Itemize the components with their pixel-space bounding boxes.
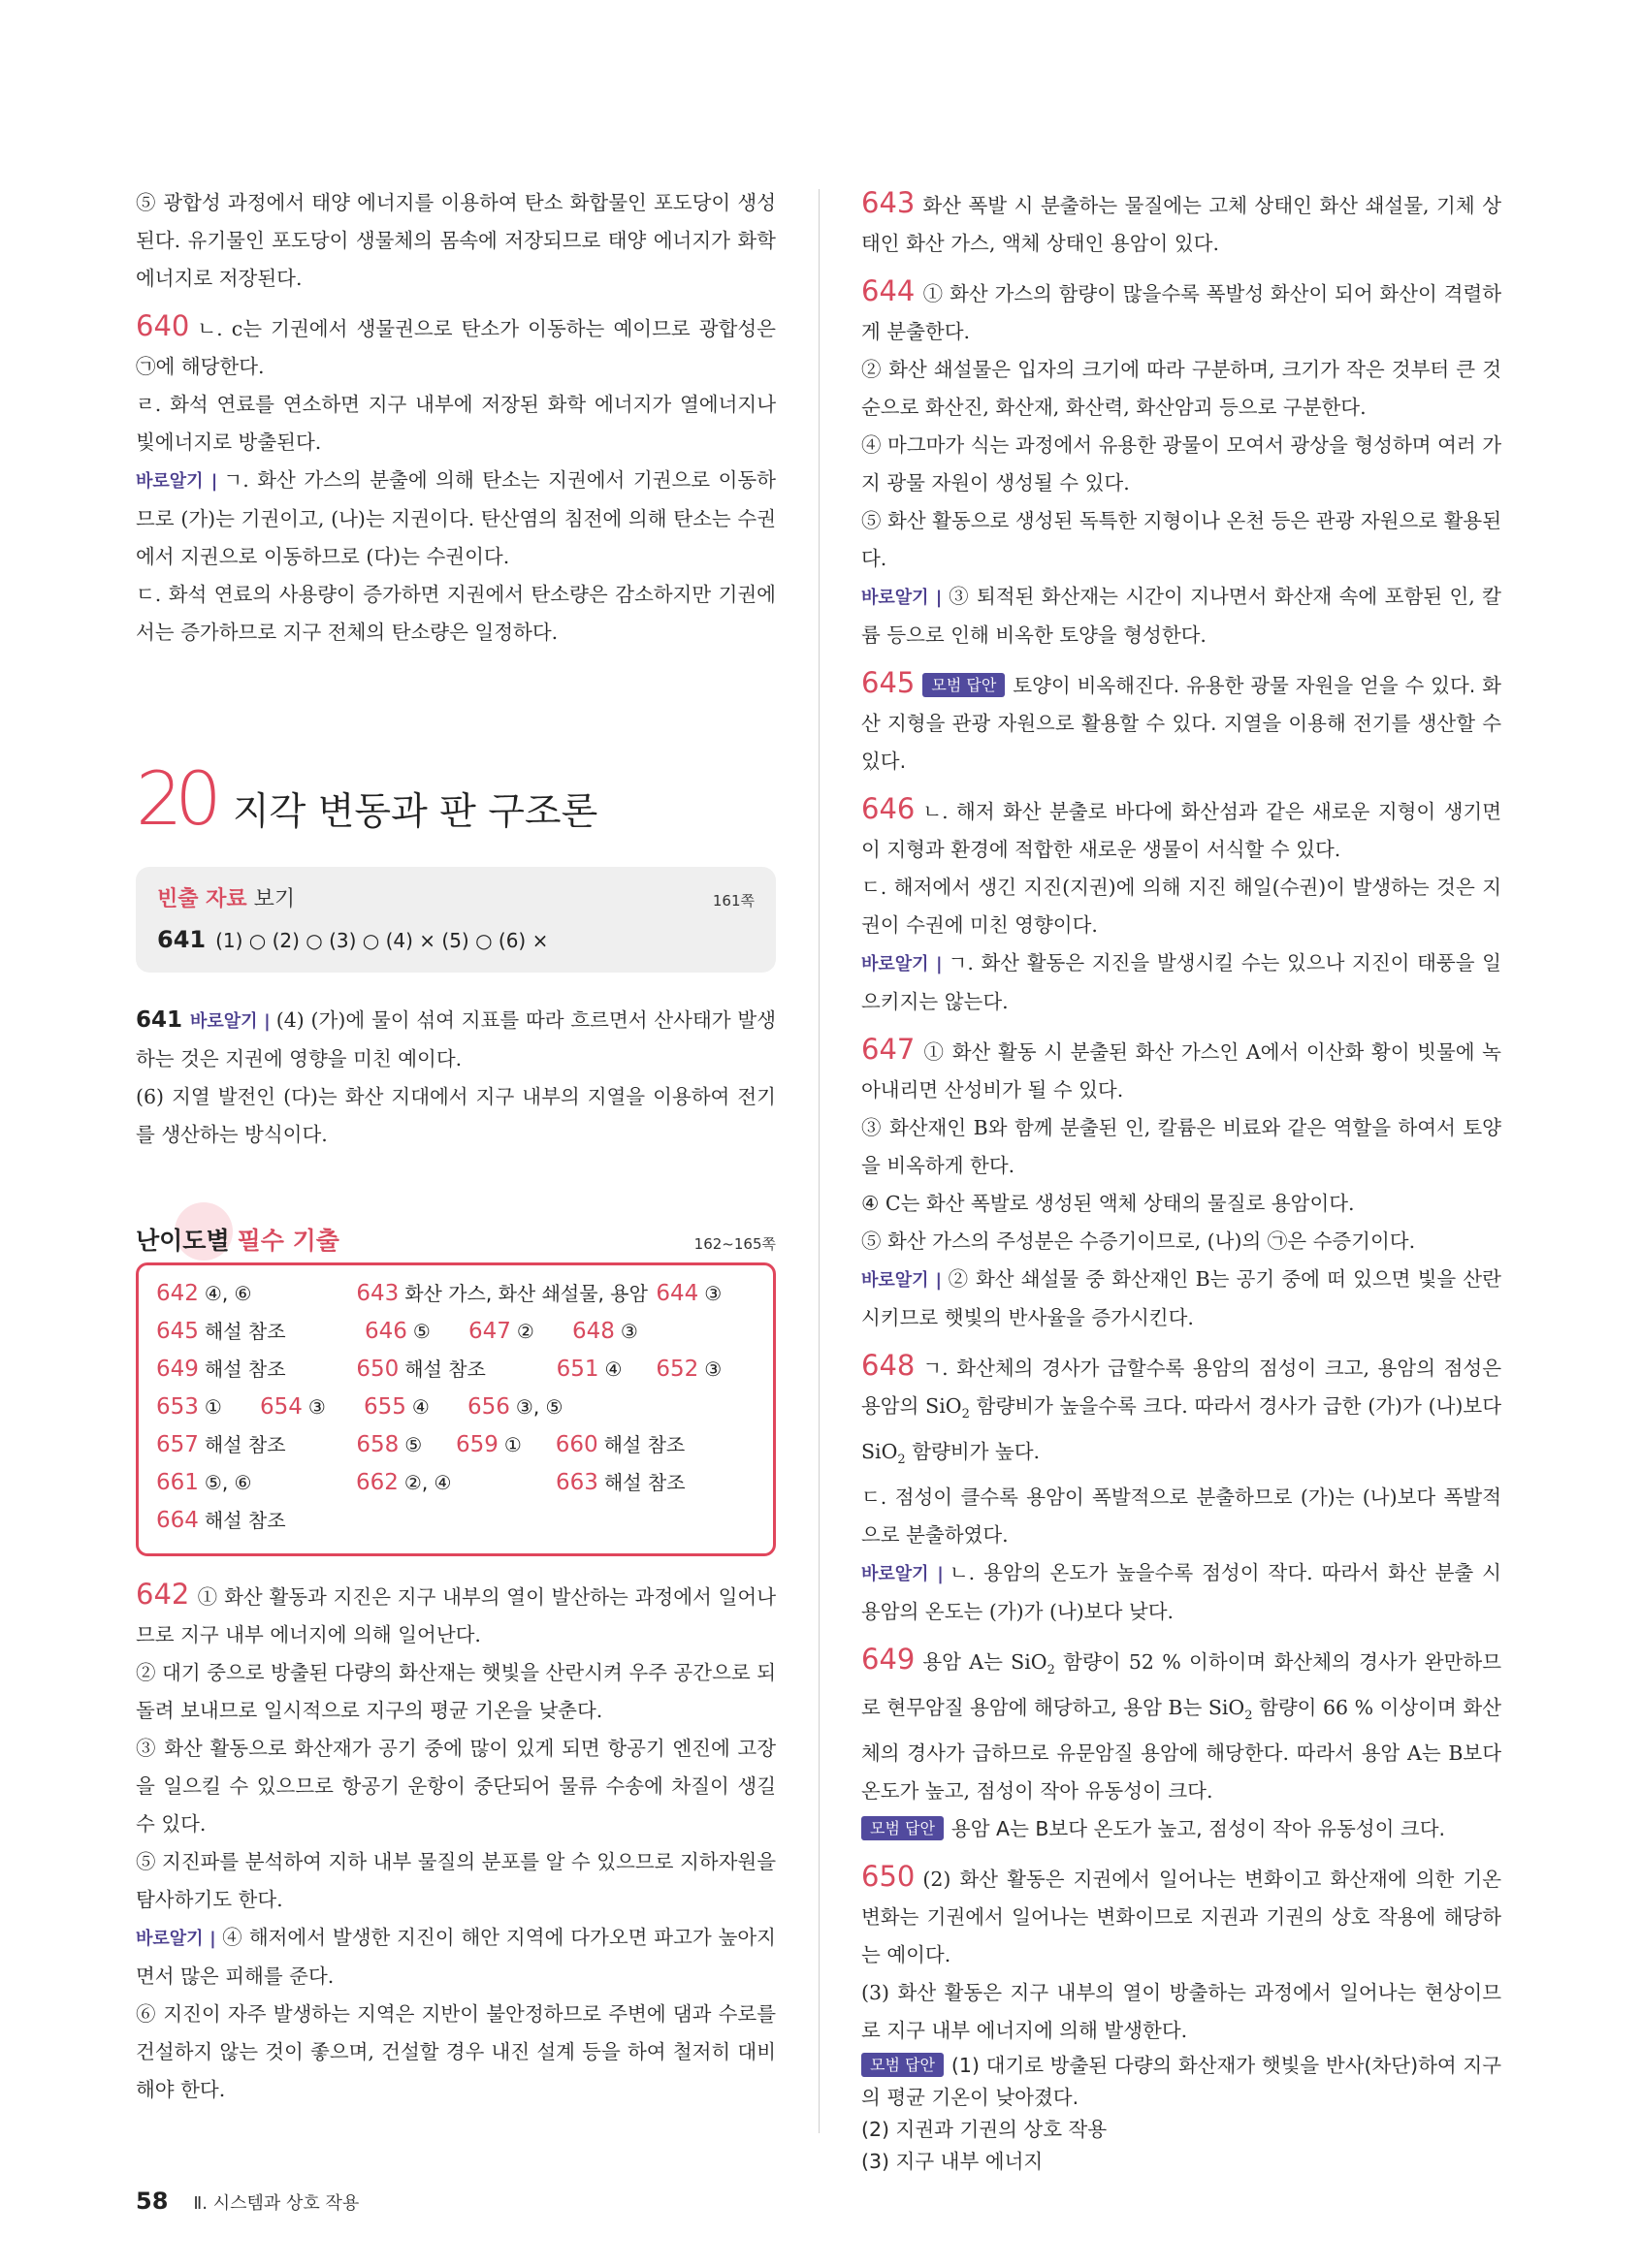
answer-key-row xyxy=(156,1426,756,1464)
answer-key-item xyxy=(156,1351,356,1389)
answer-key-number: 653 xyxy=(156,1394,199,1420)
answer-key-value: ⑤ xyxy=(412,1320,431,1343)
answer-key-number: 655 xyxy=(364,1394,406,1420)
answer-key-number: 651 xyxy=(556,1357,599,1382)
question-number: 647 xyxy=(861,1033,916,1066)
question-number: 646 xyxy=(861,792,916,825)
answer-key-item xyxy=(656,1351,756,1389)
frequent-data-title: 빈출 자료 보기 xyxy=(157,887,296,911)
model-answer-badge: 모범 답안 xyxy=(861,2053,944,2077)
answer-key-item xyxy=(468,1313,572,1351)
answer-key-value: 해설 참조 xyxy=(204,1433,286,1456)
page-reference: 162~165쪽 xyxy=(693,1235,776,1253)
chapter-number: 20 xyxy=(136,755,214,842)
answer-key-item xyxy=(356,1351,556,1389)
answer-key-value: 해설 참조 xyxy=(204,1320,286,1343)
answer-key-row xyxy=(156,1313,756,1351)
column-divider xyxy=(819,189,820,2133)
answer-key-value: ⑤, ⑥ xyxy=(204,1471,252,1494)
question-number: 644 xyxy=(861,274,916,307)
answer-key-number: 645 xyxy=(156,1319,199,1344)
answer-key-value: ① xyxy=(204,1395,222,1419)
answer-key-value: ③ xyxy=(307,1395,326,1419)
question-number: 641 xyxy=(136,1007,183,1033)
answer-key-item xyxy=(572,1313,676,1351)
answer-key-value: 해설 참조 xyxy=(603,1433,686,1456)
answer-key-row xyxy=(156,1464,756,1502)
answer-647: 647 ① 화산 활동 시 분출된 화산 가스인 A에서 이산화 황이 빗물에 녹아내리면 산성비가 될 수 있다. ③ 화산재인 B와 함께 분출된 인, 칼륨은 비료와 같은 역할을 하여서 토양을 비옥하게 한다. ④ C는 화산 폭발로 생성된 액체 상태의 물질로 용암이다. ⑤ 화산 가스의 주성분은 수증기이므로, (나)의 ㉠은 수증기이다. 바로알기 | ② 화산 쇄설물 중 화산재인 B는 공기 중에 떠 있으면 빛을 산란시키므로 햇빛의 반사율을 증가시킨다. xyxy=(861,1033,1501,1329)
answer-key-value: ③ xyxy=(620,1320,638,1343)
answer-key-value: ③, ⑤ xyxy=(515,1395,563,1419)
answer-key-value: ③ xyxy=(704,1358,723,1381)
answer-key-number: 662 xyxy=(356,1470,399,1495)
level-section-header: 난이도별 필수 기출 162~165쪽 xyxy=(136,1222,776,1257)
chapter-header xyxy=(136,755,776,857)
answer-key-row xyxy=(156,1275,756,1313)
answer-key-item xyxy=(656,1275,756,1313)
answer-key-item xyxy=(356,1426,456,1464)
answer-key-value: 해설 참조 xyxy=(204,1509,286,1532)
answer-key-number: 659 xyxy=(456,1432,499,1457)
question-number: 648 xyxy=(861,1349,916,1382)
answer-key-item xyxy=(556,1464,756,1502)
answer-key-value: ④, ⑥ xyxy=(204,1282,252,1305)
question-number: 645 xyxy=(861,666,916,699)
answer-key-item xyxy=(156,1389,260,1426)
answer-key-item xyxy=(556,1426,756,1464)
answer-key-number: 652 xyxy=(656,1357,699,1382)
answer-key-item xyxy=(156,1502,365,1540)
answer-key-item xyxy=(456,1426,556,1464)
answer-key-number: 654 xyxy=(260,1394,303,1420)
answer-key-value: 해설 참조 xyxy=(404,1358,486,1381)
answer-key-number: 650 xyxy=(356,1357,400,1382)
answer-key-value: ⑤ xyxy=(404,1433,423,1456)
answer-key-item xyxy=(156,1464,356,1502)
ox-answers: (1) ○ (2) ○ (3) ○ (4) × (5) ○ (6) × xyxy=(215,929,549,952)
correction-label: 바로알기 | xyxy=(136,471,218,492)
answer-650: 650 (2) 화산 활동은 지권에서 일어나는 변화이고 화산재에 의한 기온 변화는 기권에서 일어나는 변화이므로 지권과 기권의 상호 작용에 해당하는 예이다. (3) 화산 활동은 지구 내부의 열이 방출하는 과정에서 일어나는 현상이므로 지구 내부 에너지에 의해 발생한다. 모범 답안 (1) 대기로 방출된 다량의 화산재가 햇빛을 반사(차단)하여 지구의 평균 기온이 낮아졌다. (2) 지권과 기권의 상호 작용 (3) 지구 내부 에너지 xyxy=(861,1860,1501,2174)
answer-key-item xyxy=(557,1351,657,1389)
chapter-title: 지각 변동과 판 구조론 xyxy=(233,790,598,834)
question-number: 649 xyxy=(861,1643,916,1677)
answer-644: 644 ① 화산 가스의 함량이 많을수록 폭발성 화산이 되어 화산이 격렬하게 분출한다. ② 화산 쇄설물은 입자의 크기에 따라 구분하며, 크기가 작은 것부터 큰 것 순으로 화산진, 화산재, 화산력, 화산암괴 등으로 구분한다. ④ 마그마가 식는 과정에서 유용한 광물이 모여서 광상을 형성하며 여러 가지 광물 자원이 생성될 수 있다. ⑤ 화산 활동으로 생성된 독특한 지형이나 온천 등은 관광 자원으로 활용된다. 바로알기 | ③ 퇴적된 화산재는 시간이 지나면서 화산재 속에 포함된 인, 칼륨 등으로 인해 비옥한 토양을 형성한다. xyxy=(861,274,1501,647)
frequent-data-box xyxy=(136,867,776,973)
answer-key-number: 664 xyxy=(156,1508,199,1533)
answer-key-item xyxy=(467,1389,676,1426)
answer-key-number: 643 xyxy=(356,1281,400,1306)
answer-key-number: 642 xyxy=(156,1281,199,1306)
answer-640: 640 ㄴ. c는 기권에서 생물권으로 탄소가 이동하는 예이므로 광합성은 ㉠에 해당한다. ㄹ. 화석 연료를 연소하면 지구 내부에 저장된 화학 에너지가 열에너지나 빛에너지로 방출된다. 바로알기 | ㄱ. 화산 가스의 분출에 의해 탄소는 지권에서 기권으로 이동하므로 (가)는 기권이고, (나)는 지권이다. 탄산염의 침전에 의해 탄소는 수권에서 지권으로 이동하므로 (다)는 수권이다. ㄷ. 화석 연료의 사용량이 증가하면 지권에서 탄소량은 감소하지만 기권에서는 증가하므로 지구 전체의 탄소량은 일정하다. xyxy=(136,309,776,644)
answer-key-item xyxy=(260,1389,364,1426)
answer-key-row xyxy=(156,1389,756,1426)
answer-key-number: 658 xyxy=(356,1432,400,1457)
model-answer-badge: 모범 답안 xyxy=(922,673,1005,697)
page-number: 58 xyxy=(136,2188,169,2215)
answer-key-number: 644 xyxy=(656,1281,699,1306)
answer-key-number: 649 xyxy=(156,1357,199,1382)
model-answer-badge: 모범 답안 xyxy=(861,1816,944,1840)
answer-key-row xyxy=(156,1502,756,1540)
question-number: 643 xyxy=(861,186,916,219)
answer-key-number: 663 xyxy=(556,1470,598,1495)
correction-label: 바로알기 | xyxy=(190,1011,271,1032)
answer-key-item xyxy=(356,1464,556,1502)
answer-key-number: 656 xyxy=(467,1394,510,1420)
answer-key-value: 해설 참조 xyxy=(603,1471,686,1494)
question-number: 641 xyxy=(157,926,207,953)
answer-key-value: 해설 참조 xyxy=(204,1358,286,1381)
answer-key-value: ②, ④ xyxy=(403,1471,452,1494)
answer-key-number: 661 xyxy=(156,1470,199,1495)
answer-key-item xyxy=(364,1389,467,1426)
right-column xyxy=(861,184,1501,2188)
answer-key-number: 646 xyxy=(365,1319,407,1344)
answer-key-item xyxy=(356,1275,656,1313)
answer-key-number: 648 xyxy=(572,1319,615,1344)
question-number: 642 xyxy=(136,1578,190,1611)
answer-641: 641 바로알기 | (4) (가)에 물이 섞여 지표를 따라 흐르면서 산사태가 발생하는 것은 지권에 영향을 미친 예이다. (6) 지열 발전인 (다)는 화산 지대에서 지구 내부의 지열을 이용하여 전기를 생산하는 방식이다. xyxy=(136,1007,776,1146)
answer-key-item xyxy=(365,1313,468,1351)
page-footer xyxy=(136,2188,359,2215)
correction-label: 바로알기 | xyxy=(861,1270,943,1291)
answer-key-number: 660 xyxy=(555,1432,598,1457)
answer-key-value: 화산 가스, 화산 쇄설물, 용암 xyxy=(404,1282,648,1305)
answer-639-cont: ⑤ 광합성 과정에서 태양 에너지를 이용하여 탄소 화합물인 포도당이 생성된다. 유기물인 포도당이 생물체의 몸속에 저장되므로 태양 에너지가 화학 에너지로 저장된다. xyxy=(136,191,776,290)
answer-642: 642 ① 화산 활동과 지진은 지구 내부의 열이 발산하는 과정에서 일어나므로 지구 내부 에너지에 의해 일어난다. ② 대기 중으로 방출된 다량의 화산재는 햇빛을 산란시켜 우주 공간으로 되돌려 보내므로 일시적으로 지구의 평균 기온을 낮춘다. ③ 화산 활동으로 화산재가 공기 중에 많이 있게 되면 항공기 엔진에 고장을 일으킬 수 있으므로 항공기 운항이 중단되어 물류 수송에 차질이 생길 수 있다. ⑤ 지진파를 분석하여 지하 내부 물질의 분포를 알 수 있으므로 지하자원을 탐사하기도 한다. 바로알기 | ④ 해저에서 발생한 지진이 해안 지역에 다가오면 파고가 높아지면서 많은 피해를 준다. ⑥ 지진이 자주 발생하는 지역은 지반이 불안정하므로 주변에 댐과 수로를 건설하지 않는 것이 좋으며, 건설할 경우 내진 설계 등을 하여 철저히 대비해야 한다. xyxy=(136,1578,776,2101)
answer-key-value: ① xyxy=(503,1433,522,1456)
answer-645: 645 모범 답안 토양이 비옥해진다. 유용한 광물 자원을 얻을 수 있다. 화산 지형을 관광 자원으로 활용할 수 있다. 지열을 이용해 전기를 생산할 수 있다. xyxy=(861,666,1501,773)
answer-key-row xyxy=(156,1351,756,1389)
section-name: Ⅱ. 시스템과 상호 작용 xyxy=(193,2193,360,2214)
answer-key-value: ② xyxy=(516,1320,534,1343)
answer-643: 643 화산 폭발 시 분출하는 물질에는 고체 상태인 화산 쇄설물, 기체 상태인 화산 가스, 액체 상태인 용암이 있다. xyxy=(861,186,1501,255)
answer-key-value: ④ xyxy=(411,1395,430,1419)
answer-649: 649 용암 A는 SiO$_2$ 함량이 52 % 이하이며 화산체의 경사가 완만하므로 현무암질 용암에 해당하고, 용암 B는 SiO$_2$ 함량이 66 % 이상이며 화산체의 경사가 급하므로 유문암질 용암에 해당한다. 따라서 용암 A는 B보다 온도가 높고, 점성이 작아 유동성이 크다. 모범 답안 용암 A는 B보다 온도가 높고, 점성이 작아 유동성이 크다. xyxy=(861,1643,1502,1841)
correction-label: 바로알기 | xyxy=(861,588,943,608)
correction-label: 바로알기 | xyxy=(136,1929,216,1949)
answer-key-value: ③ xyxy=(704,1282,723,1305)
answer-key-item xyxy=(156,1275,356,1313)
answer-key-item xyxy=(156,1313,365,1351)
answer-646: 646 ㄴ. 해저 화산 분출로 바다에 화산섬과 같은 새로운 지형이 생기면 이 지형과 환경에 적합한 새로운 생물이 서식할 수 있다. ㄷ. 해저에서 생긴 지진(지권)에 의해 지진 해일(수권)이 발생하는 것은 지권이 수권에 미친 영향이다. 바로알기 | ㄱ. 화산 활동은 지진을 발생시킬 수는 있으나 지진이 태풍을 일으키지는 않는다. xyxy=(861,792,1501,1013)
answer-key-box xyxy=(136,1262,776,1556)
answer-key-item xyxy=(156,1426,356,1464)
answer-key-number: 657 xyxy=(156,1432,199,1457)
answer-648: 648 ㄱ. 화산체의 경사가 급할수록 용암의 점성이 크고, 용암의 점성은 용암의 SiO$_2$ 함량비가 높을수록 크다. 따라서 경사가 급한 (가)가 (나)보다 SiO$_2$ 함량비가 높다. ㄷ. 점성이 클수록 용암이 폭발적으로 분출하므로 (가)는 (나)보다 폭발적으로 분출하였다. 바로알기 | ㄴ. 용암의 온도가 높을수록 점성이 작다. 따라서 화산 분출 시 용암의 온도는 (가)가 (나)보다 낮다. xyxy=(861,1349,1501,1624)
question-number: 640 xyxy=(136,309,190,342)
left-column xyxy=(136,184,776,2119)
correction-label: 바로알기 | xyxy=(861,954,943,974)
correction-label: 바로알기 | xyxy=(861,1564,944,1585)
answer-key-value: ④ xyxy=(604,1358,623,1381)
question-number: 650 xyxy=(861,1860,916,1894)
answer-key-number: 647 xyxy=(468,1319,511,1344)
page-reference: 161쪽 xyxy=(712,892,755,910)
